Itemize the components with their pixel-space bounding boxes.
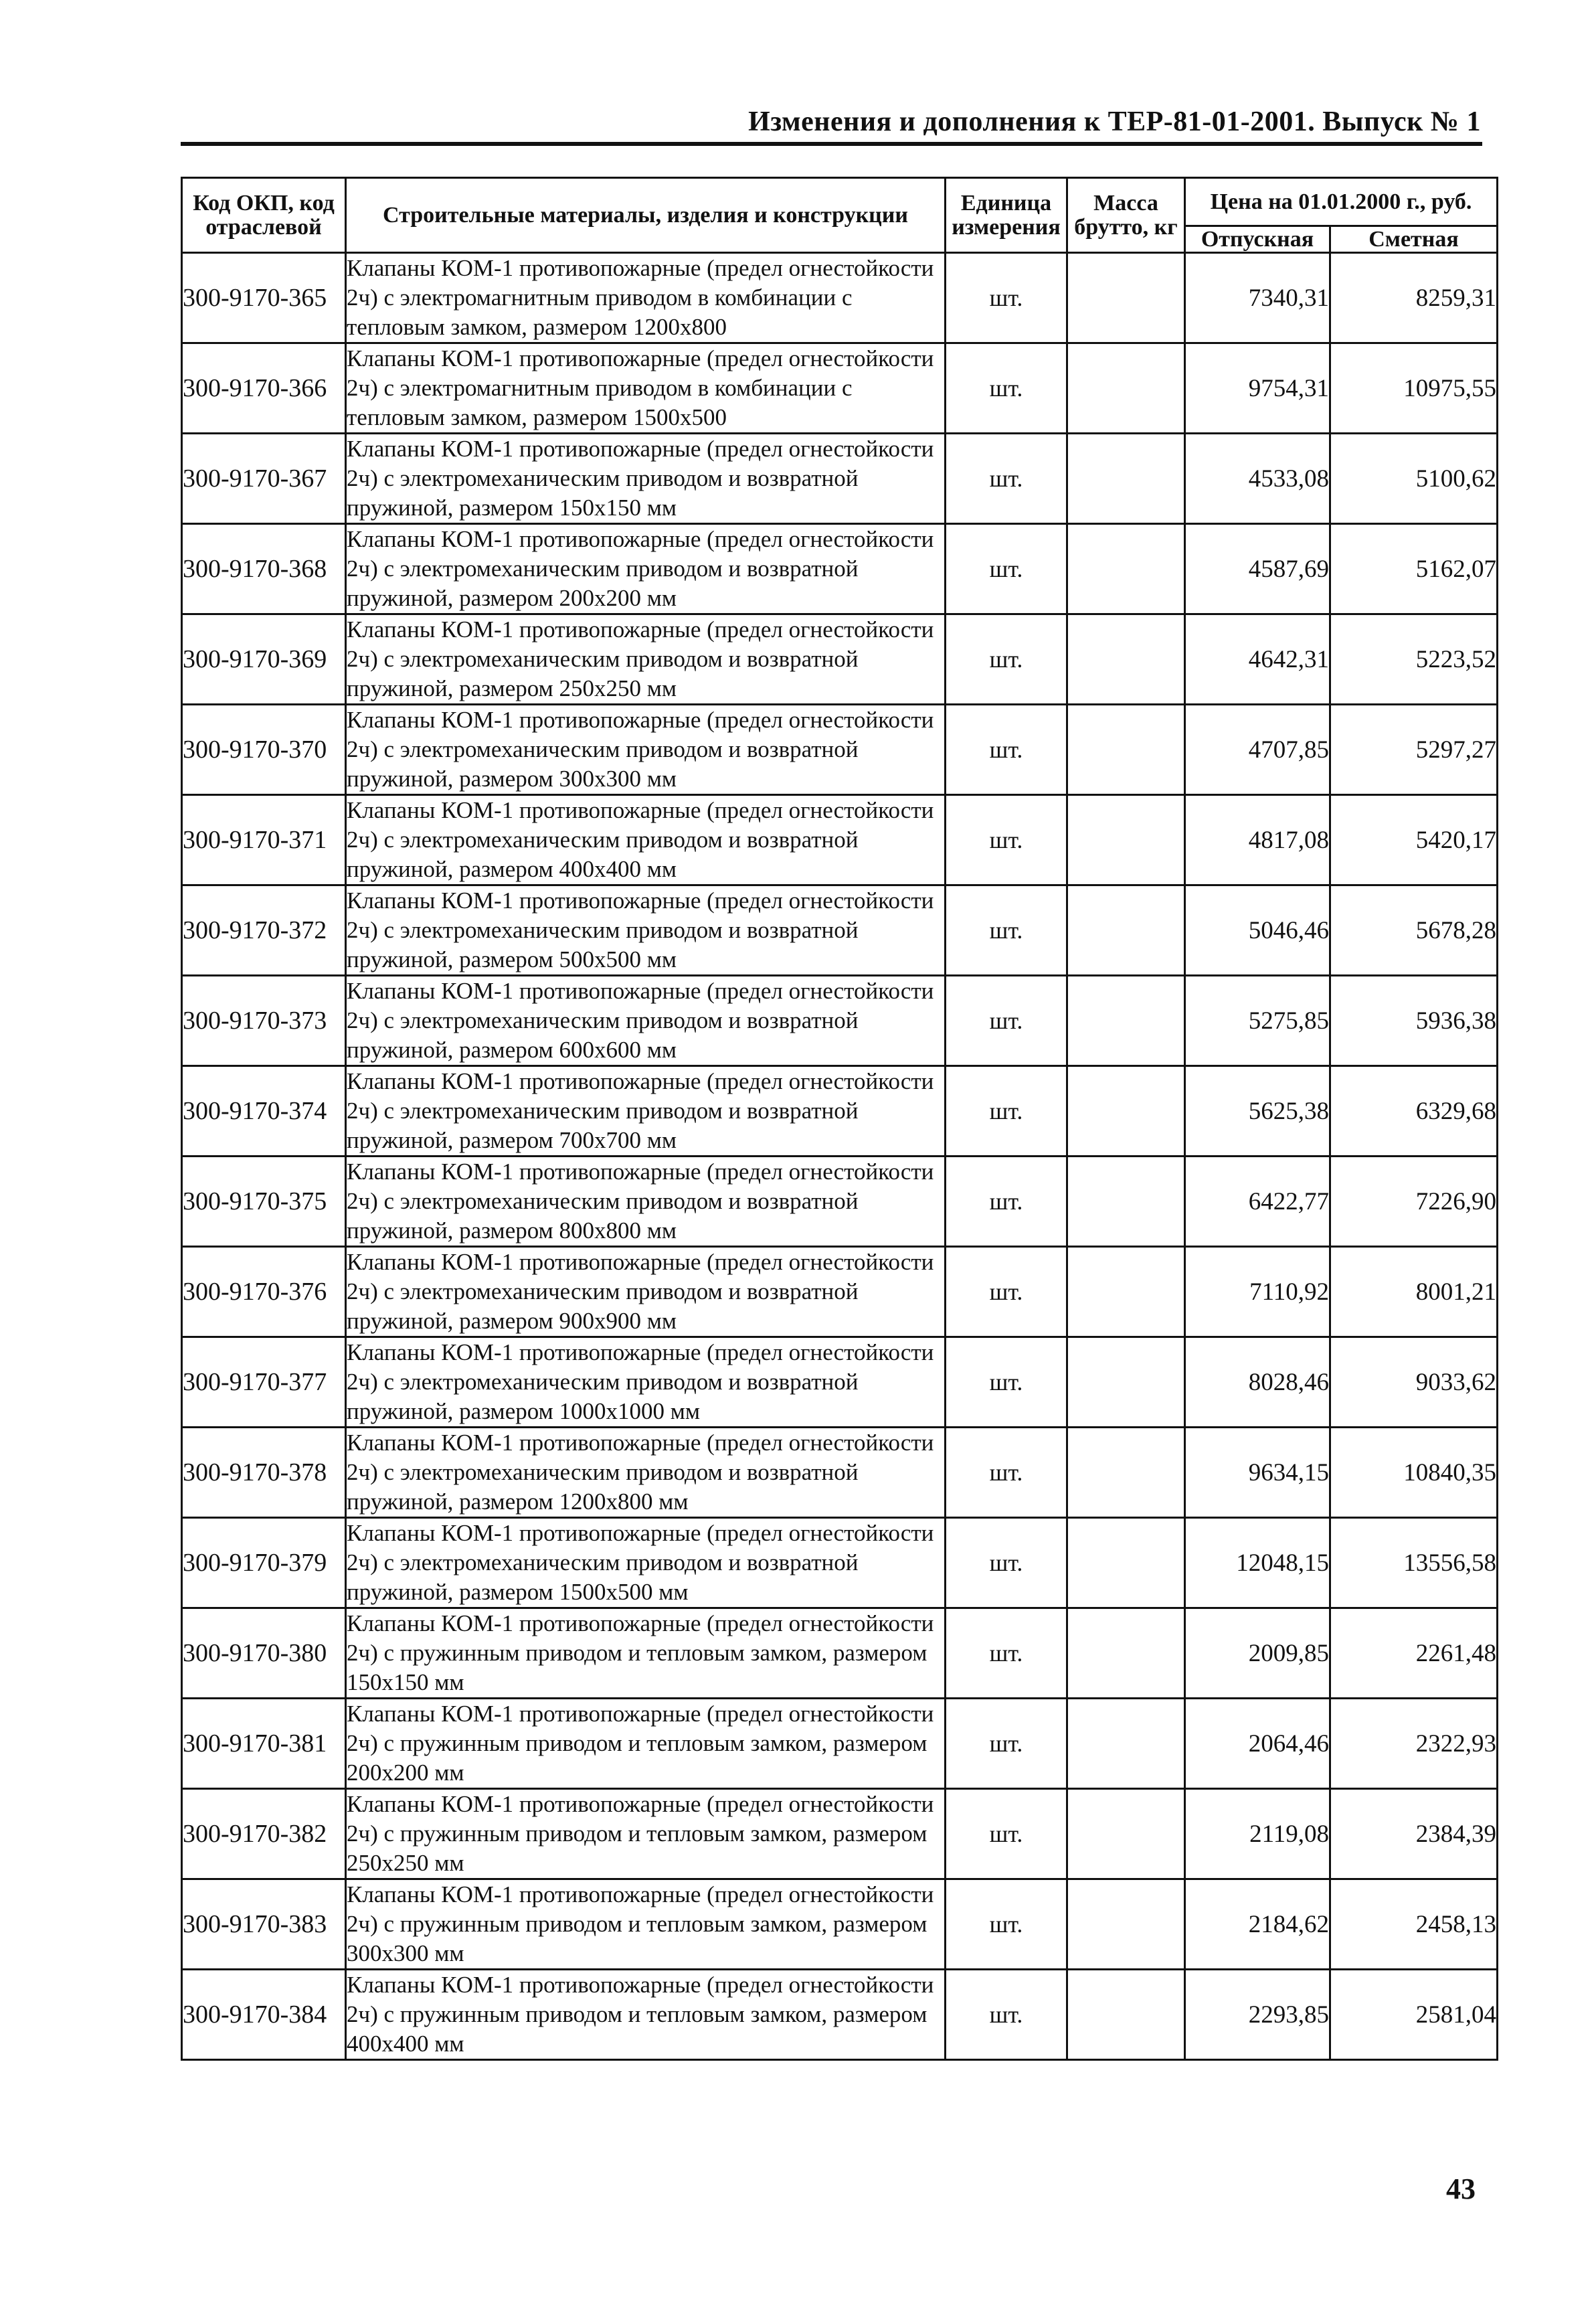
cell-price-estimate: 8259,31 — [1330, 253, 1498, 343]
cell-unit: шт. — [946, 1337, 1067, 1428]
cell-price-release: 4533,08 — [1185, 434, 1330, 524]
table-row — [182, 1970, 1498, 2060]
cell-price-release: 2293,85 — [1185, 1970, 1330, 2060]
column-header-mass: Масса брутто, кг — [1067, 178, 1185, 253]
cell-unit: шт. — [946, 1608, 1067, 1699]
cell-mass — [1067, 795, 1185, 885]
cell-unit: шт. — [946, 1970, 1067, 2060]
cell-price-release: 5625,38 — [1185, 1066, 1330, 1157]
cell-code: 300-9170-375 — [182, 1157, 346, 1247]
cell-price-estimate: 5678,28 — [1330, 885, 1498, 976]
cell-name: Клапаны КОМ-1 противопожарные (предел огнестойкости 2ч) с электромеханическим приводом и возвратной пружиной, размером 300х300 мм — [346, 705, 946, 795]
cell-price-release: 4707,85 — [1185, 705, 1330, 795]
cell-mass — [1067, 976, 1185, 1066]
cell-code: 300-9170-367 — [182, 434, 346, 524]
table-row — [182, 1518, 1498, 1608]
cell-code: 300-9170-381 — [182, 1699, 346, 1789]
cell-price-release: 4587,69 — [1185, 524, 1330, 614]
table-row — [182, 253, 1498, 343]
cell-mass — [1067, 1789, 1185, 1879]
cell-unit: шт. — [946, 253, 1067, 343]
cell-price-estimate: 5100,62 — [1330, 434, 1498, 524]
cell-name: Клапаны КОМ-1 противопожарные (предел огнестойкости 2ч) с пружинным приводом и тепловым замком, размером 200х200 мм — [346, 1699, 946, 1789]
cell-code: 300-9170-369 — [182, 614, 346, 705]
cell-price-release: 2184,62 — [1185, 1879, 1330, 1970]
cell-unit: шт. — [946, 434, 1067, 524]
cell-price-estimate: 10840,35 — [1330, 1428, 1498, 1518]
table-row — [182, 885, 1498, 976]
cell-mass — [1067, 614, 1185, 705]
cell-price-release: 6422,77 — [1185, 1157, 1330, 1247]
table-header — [182, 178, 1498, 253]
cell-mass — [1067, 1879, 1185, 1970]
cell-code: 300-9170-379 — [182, 1518, 346, 1608]
table-row — [182, 1247, 1498, 1337]
table-row — [182, 434, 1498, 524]
cell-price-release: 4817,08 — [1185, 795, 1330, 885]
table-row — [182, 524, 1498, 614]
table-row — [182, 343, 1498, 434]
cell-name: Клапаны КОМ-1 противопожарные (предел огнестойкости 2ч) с электромеханическим приводом и возвратной пружиной, размером 1500х500 мм — [346, 1518, 946, 1608]
cell-code: 300-9170-371 — [182, 795, 346, 885]
cell-code: 300-9170-376 — [182, 1247, 346, 1337]
cell-mass — [1067, 253, 1185, 343]
cell-unit: шт. — [946, 1699, 1067, 1789]
cell-unit: шт. — [946, 343, 1067, 434]
cell-code: 300-9170-383 — [182, 1879, 346, 1970]
column-header-price-release: Отпускная — [1185, 226, 1330, 253]
cell-mass — [1067, 343, 1185, 434]
table-row — [182, 1879, 1498, 1970]
cell-price-estimate: 5223,52 — [1330, 614, 1498, 705]
table-row — [182, 1337, 1498, 1428]
cell-mass — [1067, 434, 1185, 524]
cell-mass — [1067, 885, 1185, 976]
cell-mass — [1067, 1608, 1185, 1699]
materials-price-table — [181, 177, 1498, 2061]
cell-name: Клапаны КОМ-1 противопожарные (предел огнестойкости 2ч) с электромеханическим приводом и возвратной пружиной, размером 400х400 мм — [346, 795, 946, 885]
cell-price-estimate: 7226,90 — [1330, 1157, 1498, 1247]
cell-price-estimate: 2384,39 — [1330, 1789, 1498, 1879]
cell-price-release: 8028,46 — [1185, 1337, 1330, 1428]
header-divider — [181, 142, 1482, 146]
cell-price-release: 2064,46 — [1185, 1699, 1330, 1789]
cell-price-estimate: 9033,62 — [1330, 1337, 1498, 1428]
cell-name: Клапаны КОМ-1 противопожарные (предел огнестойкости 2ч) с электромеханическим приводом и возвратной пружиной, размером 150х150 мм — [346, 434, 946, 524]
cell-mass — [1067, 1157, 1185, 1247]
cell-price-estimate: 6329,68 — [1330, 1066, 1498, 1157]
cell-code: 300-9170-378 — [182, 1428, 346, 1518]
cell-price-estimate: 5162,07 — [1330, 524, 1498, 614]
cell-mass — [1067, 705, 1185, 795]
cell-code: 300-9170-372 — [182, 885, 346, 976]
cell-mass — [1067, 1337, 1185, 1428]
cell-name: Клапаны КОМ-1 противопожарные (предел огнестойкости 2ч) с электромеханическим приводом и возвратной пружиной, размером 1000х1000 мм — [346, 1337, 946, 1428]
cell-price-estimate: 2322,93 — [1330, 1699, 1498, 1789]
cell-name: Клапаны КОМ-1 противопожарные (предел огнестойкости 2ч) с электромеханическим приводом и возвратной пружиной, размером 900х900 мм — [346, 1247, 946, 1337]
cell-price-estimate: 5297,27 — [1330, 705, 1498, 795]
cell-unit: шт. — [946, 885, 1067, 976]
table-row — [182, 795, 1498, 885]
table-body — [182, 253, 1498, 2060]
cell-code: 300-9170-368 — [182, 524, 346, 614]
cell-name: Клапаны КОМ-1 противопожарные (предел огнестойкости 2ч) с электромеханическим приводом и возвратной пружиной, размером 250х250 мм — [346, 614, 946, 705]
table-row — [182, 1699, 1498, 1789]
cell-name: Клапаны КОМ-1 противопожарные (предел огнестойкости 2ч) с пружинным приводом и тепловым замком, размером 300х300 мм — [346, 1879, 946, 1970]
cell-code: 300-9170-366 — [182, 343, 346, 434]
cell-price-release: 9754,31 — [1185, 343, 1330, 434]
cell-code: 300-9170-377 — [182, 1337, 346, 1428]
cell-unit: шт. — [946, 614, 1067, 705]
cell-mass — [1067, 1699, 1185, 1789]
cell-name: Клапаны КОМ-1 противопожарные (предел огнестойкости 2ч) с электромеханическим приводом и возвратной пружиной, размером 600х600 мм — [346, 976, 946, 1066]
cell-price-release: 2009,85 — [1185, 1608, 1330, 1699]
column-header-code: Код ОКП, код отраслевой — [182, 178, 346, 253]
cell-name: Клапаны КОМ-1 противопожарные (предел огнестойкости 2ч) с электромагнитным приводом в комбинации с тепловым замком, размером 1500х500 — [346, 343, 946, 434]
table-row — [182, 705, 1498, 795]
cell-price-estimate: 13556,58 — [1330, 1518, 1498, 1608]
cell-price-release: 4642,31 — [1185, 614, 1330, 705]
cell-unit: шт. — [946, 1518, 1067, 1608]
table-row — [182, 1608, 1498, 1699]
cell-name: Клапаны КОМ-1 противопожарные (предел огнестойкости 2ч) с электромеханическим приводом и возвратной пружиной, размером 500х500 мм — [346, 885, 946, 976]
cell-mass — [1067, 1247, 1185, 1337]
cell-mass — [1067, 1066, 1185, 1157]
cell-unit: шт. — [946, 1157, 1067, 1247]
cell-mass — [1067, 524, 1185, 614]
table-row — [182, 1157, 1498, 1247]
cell-unit: шт. — [946, 1428, 1067, 1518]
table-row — [182, 1066, 1498, 1157]
cell-price-release: 2119,08 — [1185, 1789, 1330, 1879]
cell-code: 300-9170-365 — [182, 253, 346, 343]
cell-name: Клапаны КОМ-1 противопожарные (предел огнестойкости 2ч) с электромеханическим приводом и возвратной пружиной, размером 200х200 мм — [346, 524, 946, 614]
cell-unit: шт. — [946, 1879, 1067, 1970]
cell-code: 300-9170-382 — [182, 1789, 346, 1879]
cell-unit: шт. — [946, 705, 1067, 795]
cell-unit: шт. — [946, 976, 1067, 1066]
cell-price-release: 12048,15 — [1185, 1518, 1330, 1608]
cell-price-release: 7110,92 — [1185, 1247, 1330, 1337]
table-row — [182, 614, 1498, 705]
cell-code: 300-9170-380 — [182, 1608, 346, 1699]
cell-price-release: 5275,85 — [1185, 976, 1330, 1066]
page-number: 43 — [1446, 2172, 1476, 2205]
cell-price-estimate: 5936,38 — [1330, 976, 1498, 1066]
cell-mass — [1067, 1518, 1185, 1608]
cell-name: Клапаны КОМ-1 противопожарные (предел огнестойкости 2ч) с электромеханическим приводом и возвратной пружиной, размером 1200х800 мм — [346, 1428, 946, 1518]
cell-unit: шт. — [946, 524, 1067, 614]
column-header-price-group: Цена на 01.01.2000 г., руб. — [1185, 178, 1498, 226]
cell-code: 300-9170-374 — [182, 1066, 346, 1157]
column-header-unit: Единица измерения — [946, 178, 1067, 253]
column-header-price-estimate: Сметная — [1330, 226, 1498, 253]
table-row — [182, 1428, 1498, 1518]
cell-unit: шт. — [946, 1247, 1067, 1337]
cell-price-release: 9634,15 — [1185, 1428, 1330, 1518]
column-header-name: Строительные материалы, изделия и конструкции — [346, 178, 946, 253]
cell-name: Клапаны КОМ-1 противопожарные (предел огнестойкости 2ч) с пружинным приводом и тепловым замком, размером 250х250 мм — [346, 1789, 946, 1879]
cell-name: Клапаны КОМ-1 противопожарные (предел огнестойкости 2ч) с пружинным приводом и тепловым замком, размером 400х400 мм — [346, 1970, 946, 2060]
cell-name: Клапаны КОМ-1 противопожарные (предел огнестойкости 2ч) с пружинным приводом и тепловым замком, размером 150х150 мм — [346, 1608, 946, 1699]
table-row — [182, 1789, 1498, 1879]
cell-code: 300-9170-384 — [182, 1970, 346, 2060]
cell-code: 300-9170-370 — [182, 705, 346, 795]
cell-code: 300-9170-373 — [182, 976, 346, 1066]
cell-mass — [1067, 1428, 1185, 1518]
cell-price-release: 7340,31 — [1185, 253, 1330, 343]
cell-name: Клапаны КОМ-1 противопожарные (предел огнестойкости 2ч) с электромеханическим приводом и возвратной пружиной, размером 800х800 мм — [346, 1157, 946, 1247]
cell-name: Клапаны КОМ-1 противопожарные (предел огнестойкости 2ч) с электромеханическим приводом и возвратной пружиной, размером 700х700 мм — [346, 1066, 946, 1157]
cell-price-estimate: 10975,55 — [1330, 343, 1498, 434]
cell-price-estimate: 2458,13 — [1330, 1879, 1498, 1970]
cell-price-estimate: 8001,21 — [1330, 1247, 1498, 1337]
cell-unit: шт. — [946, 1066, 1067, 1157]
cell-unit: шт. — [946, 1789, 1067, 1879]
cell-price-estimate: 2261,48 — [1330, 1608, 1498, 1699]
cell-mass — [1067, 1970, 1185, 2060]
cell-price-release: 5046,46 — [1185, 885, 1330, 976]
cell-name: Клапаны КОМ-1 противопожарные (предел огнестойкости 2ч) с электромагнитным приводом в комбинации с тепловым замком, размером 1200х800 — [346, 253, 946, 343]
cell-price-estimate: 5420,17 — [1330, 795, 1498, 885]
page-header-title: Изменения и дополнения к ТЕР-81-01-2001. Выпуск № 1 — [748, 106, 1481, 137]
cell-unit: шт. — [946, 795, 1067, 885]
cell-price-estimate: 2581,04 — [1330, 1970, 1498, 2060]
table-row — [182, 976, 1498, 1066]
